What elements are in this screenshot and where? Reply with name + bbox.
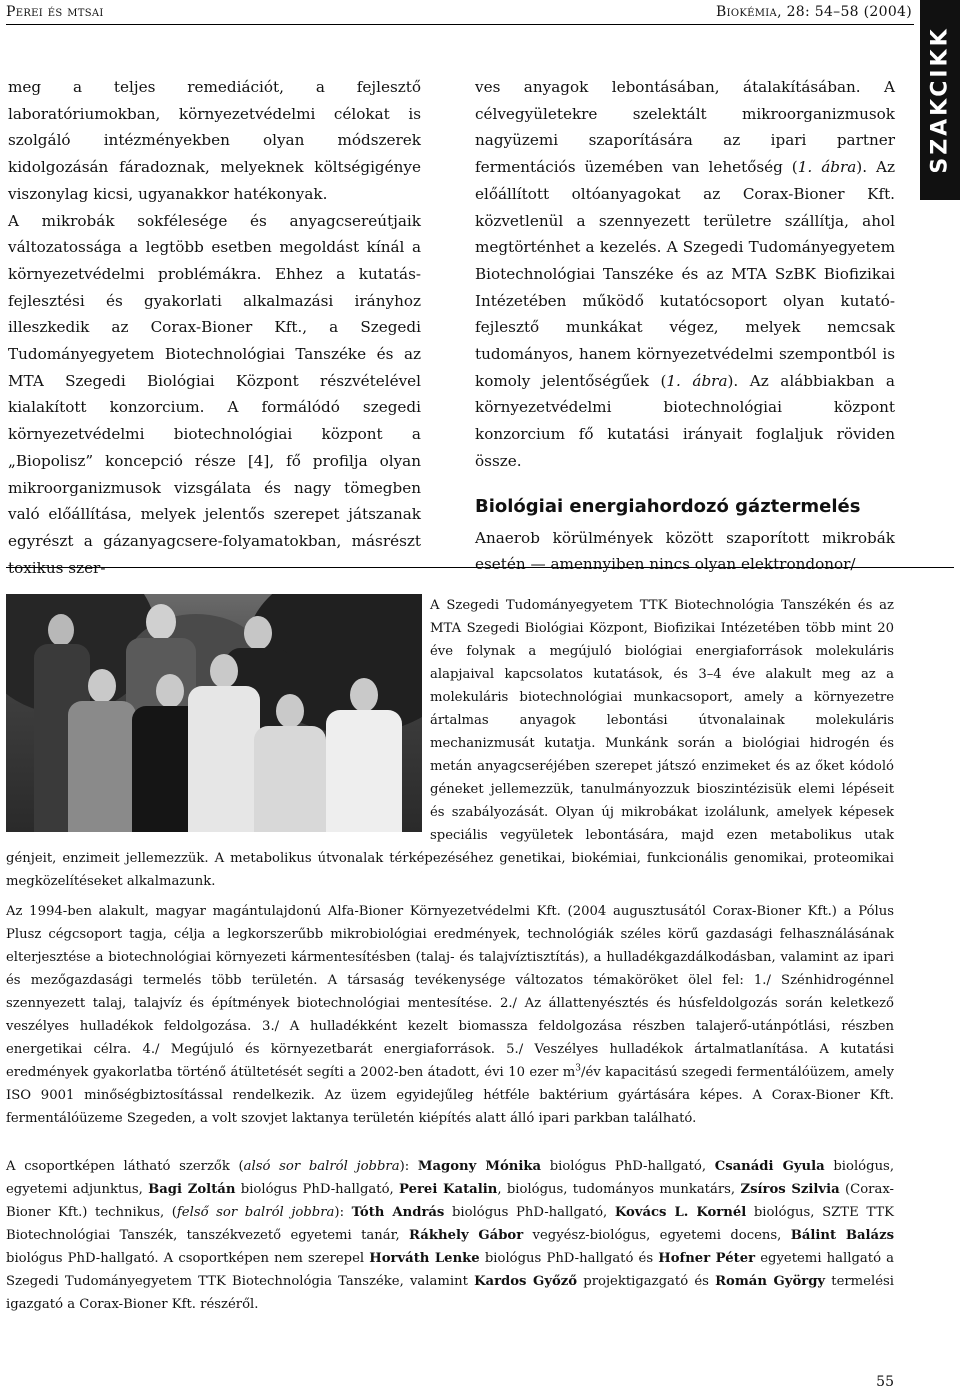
author-name: Rákhely Gábor bbox=[409, 1228, 524, 1243]
author-name: Bálint Balázs bbox=[790, 1228, 894, 1243]
author-name: Bagi Zoltán bbox=[148, 1182, 236, 1197]
box-paragraph-1-text: A Szegedi Tudományegyetem TTK Biotechnológia Tanszékén és az MTA Szegedi Biológiai Központ, Biofizikai Intézetében több mint 20 éve folynak a megújuló biológiai energiaforrások molekuláris alapjaival kapcsolatos kutatások, és 3–4 éve alakult meg az a molekuláris biotechnológiai munkacsoport, amely a környezetre ártalmas anyagok lebontási útvonalainak molekuláris mechanizmusát kutatja. Munkánk során a biológiai hidrogén és metán anyagcseréjében szerepet játszó enzimeket és az őket kódoló géneket jellemezzük, tanulmányozzuk bioszintézisük elemi lépéseit és szabályozását. Olyan új mikrobákat izolálunk, amelyek képesek speciális vegyületek lebontására, majd ezen metabolikus utak génjeit, enzimeit jellemezzük. A metabolikus útvonalak térképezéséhez genetikai, biokémiai, funkcionális genomikai, proteomikai megközelítéseket alkalmazunk. bbox=[6, 598, 894, 889]
right-paragraph-2: Anaerob körülmények között szaporított mikrobák esetén — amennyiben nincs olyan elektrondonor/ bbox=[475, 528, 895, 574]
caption-text: , biológus, tudományos munkatárs, bbox=[497, 1182, 741, 1197]
caption-italic: alsó sor balról jobbra bbox=[243, 1159, 400, 1174]
section-heading: Biológiai energiahordozó gáztermelés bbox=[475, 495, 861, 517]
left-paragraph-1: meg a teljes remediációt, a fejlesztő laboratóriumokban, környezetvédelmi célokat is szolgáló intézményekben olyan módszerek kidolgozásán fáradoznak, melyeknek költségigénye viszonylag kicsi, ugyanakkor hatékonyak. bbox=[8, 78, 421, 203]
caption-text: ): bbox=[399, 1159, 418, 1174]
section-tab bbox=[920, 0, 960, 200]
author-name: Román György bbox=[715, 1274, 826, 1289]
author-name: Zsíros Szilvia bbox=[740, 1182, 840, 1197]
right-paragraph-1-text-a: ves anyagok lebontásában, átalakításában. A célvegyületekre szelektált mikroorganizmusok nagyüzemi szaporítására az ipari partner fermentációs üzemében van lehetőség ( bbox=[475, 78, 895, 177]
caption-text: biológus, egyetemi adjunktus, bbox=[6, 1159, 895, 1197]
caption-text: biológus PhD-hallgató, bbox=[444, 1205, 615, 1220]
journal-name: Biokémia bbox=[716, 4, 778, 20]
left-column bbox=[8, 74, 421, 581]
author-name: Hofner Péter bbox=[658, 1251, 756, 1266]
caption-text: biológus PhD-hallgató, bbox=[541, 1159, 715, 1174]
caption-text: A csoportképen látható szerzők ( bbox=[6, 1159, 244, 1174]
author-name: Kardos Győző bbox=[474, 1274, 578, 1289]
left-paragraph-2: A mikrobák sokfélesége és anyagcsereútjaik változatossága a legtöbb esetben megoldást kínál a környezetvédelmi problémákra. Ehhez a kutatás-fejlesztési és gyakorlati alkalmazási irányhoz illeszkedik az Corax-Bioner Kft., a Szegedi Tudományegyetem Biotechnológiai Tanszéke és az MTA Szegedi Biológiai Központ részvételével kialakított konzorcium. A formálódó szegedi környezetvédelmi biotechnológiai központ a „Biopolisz” koncepció része [4], fő profilja olyan mikroorganizmusok vizsgálata és nagy tömegben való előállítása, melyek jelentős szerepet játszanak egyrészt a gázanyagcsere-folyamatokban, másrészt toxikus szer- bbox=[8, 211, 421, 577]
caption-text: biológus, SZTE TTK Biotechnológiai Tanszék, tanszékvezető egyetemi tanár, bbox=[6, 1205, 895, 1243]
caption-text: projektigazgató és bbox=[577, 1274, 716, 1289]
figure-reference: 1. ábra bbox=[797, 158, 857, 177]
box-paragraph-2-text bbox=[6, 900, 894, 1130]
caption-text: biológus PhD-hallgató, bbox=[235, 1182, 400, 1197]
box-paragraph-2-text-a: Az 1994-ben alakult, magyar magántulajdonú Alfa-Bioner Környezetvédelmi Kft. (2004 augusztusától Corax-Bioner Kft.) a Pólus Plusz cégcsoport tagja, célja a legkorszerűbb mikrobiológiai eredmények, technológiák széles körű gazdasági felhasználásának elterjesztése a biotechnológiai környezeti kármentesítésben (talaj- és talajvíztisztítás), a hulladékgazdálkodásban, valamint az ipari és mezőgazdasági termelés több területén. A társaság tevékenysége változatos témaköröket ölel fel: 1./ Szénhidrogénnel szennyezett talaj, talajvíz és építmények biotechnológiai mentesítése. 2./ Az állattenyésztés és húsfeldolgozás során keletkező veszélyes hulladékok feldolgozása. 3./ A hulladékként kezelt biomassza feldolgozása részben talajerő-utánpótlási, részben energetikai célra. 4./ Megújuló és környezetbarát energiaforrások. 5./ Veszélyes hulladékok ártalmatlanítása. A kutatási eredmények gyakorlatba történő átültetését segíti a 2002-ben átadott, évi 10 ezer m bbox=[6, 904, 894, 1080]
caption-italic: felső sor balról jobbra bbox=[176, 1205, 335, 1220]
box-paragraph-1 bbox=[6, 594, 894, 893]
superscript: 3 bbox=[575, 1063, 581, 1074]
caption-text: ): bbox=[334, 1205, 352, 1220]
author-name: Tóth András bbox=[351, 1205, 445, 1220]
author-name: Csanádi Gyula bbox=[714, 1159, 825, 1174]
author-name: Kovács L. Kornél bbox=[614, 1205, 747, 1220]
photo-caption-text bbox=[6, 1155, 894, 1316]
author-name: Magony Mónika bbox=[417, 1159, 542, 1174]
running-header-authors: Perei és mtsai bbox=[6, 4, 104, 20]
box-rule bbox=[6, 567, 954, 568]
right-column bbox=[475, 74, 895, 578]
caption-text: biológus PhD-hallgató. A csoportképen nem szerepel bbox=[6, 1251, 370, 1266]
box-paragraph-2 bbox=[6, 900, 894, 1130]
section-tab-label: SZAKCIKK bbox=[927, 26, 953, 174]
right-paragraph-1-text-c: ). Az alábbiakban a környezetvédelmi biotechnológiai központ konzorcium fő kutatási irányait foglaljuk röviden össze. bbox=[475, 371, 895, 470]
caption-text: vegyész-biológus, egyetemi docens, bbox=[523, 1228, 791, 1243]
box-paragraph-2-text-b: /év kapacitású szegedi fermentálóüzem, amely ISO 9001 minőségbiztosítással rendelkezik. Az üzem egyidejűleg hétféle baktérium gyártására képes. A Corax-Bioner Kft. fermentálóüzeme Szegeden, a volt szovjet laktanya területén kiépítés alatt álló ipari parkban található. bbox=[6, 1065, 895, 1126]
author-name: Perei Katalin bbox=[399, 1182, 498, 1197]
right-paragraph-1 bbox=[475, 74, 895, 475]
journal-issue: , 28: 54–58 (2004) bbox=[777, 4, 912, 20]
right-paragraph-1-text-b: ). Az előállított oltóanyagokat az Corax-Bioner Kft. közvetlenül a szennyezett területre szállítja, ahol megtörténhet a kezelés. A Szegedi Tudományegyetem Biotechnológiai Tanszéke és az MTA SzBK Biofizikai Intézetében működő kutatócsoport olyan kutató-fejlesztő munkákat végez, melyek nemcsak tudományos, hanem környezetvédelmi szempontból is komoly jelentőségűek ( bbox=[475, 158, 895, 390]
running-header-journal bbox=[716, 4, 912, 20]
figure-reference: 1. ábra bbox=[666, 371, 728, 390]
author-name: Horváth Lenke bbox=[369, 1251, 480, 1266]
caption-text: biológus PhD-hallgató és bbox=[479, 1251, 659, 1266]
header-rule bbox=[6, 24, 914, 25]
page-number: 55 bbox=[876, 1374, 894, 1390]
photo-caption bbox=[6, 1155, 894, 1316]
caption-text: (Corax-Bioner Kft.) technikus, ( bbox=[6, 1182, 894, 1220]
caption-text: egyetemi hallgató a Szegedi Tudományegyetem TTK Biotechnológia Tanszéke, valamint bbox=[6, 1251, 895, 1289]
caption-text: termelési igazgató a Corax-Bioner Kft. részéről. bbox=[6, 1274, 894, 1312]
